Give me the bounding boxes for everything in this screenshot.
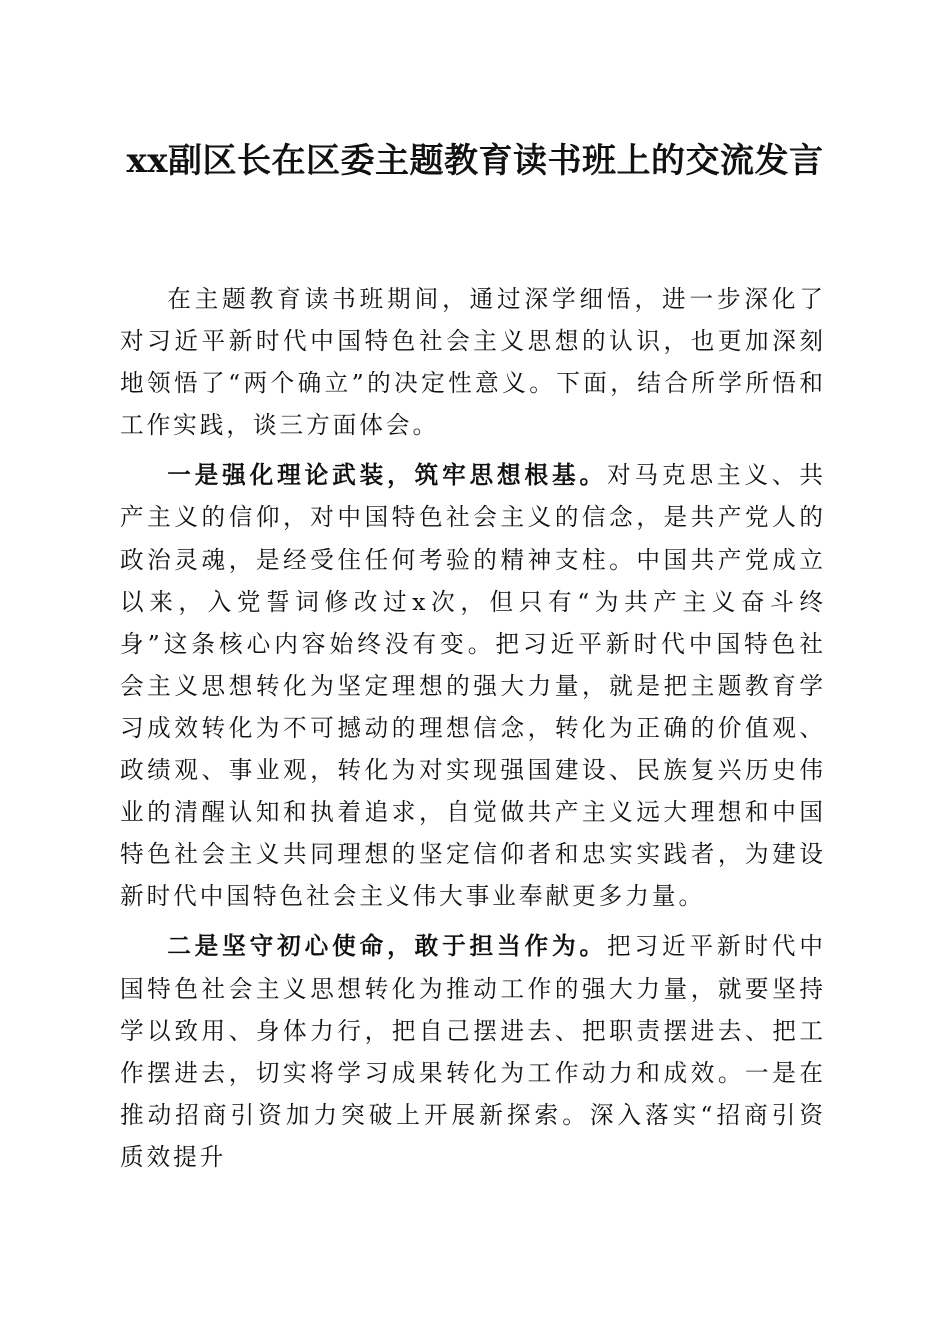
- paragraph-point-two-heading: 二是坚守初心使命，敢于担当作为。: [167, 932, 607, 961]
- paragraph-point-two: [120, 925, 826, 1178]
- paragraph-point-one-text: 对马克思主义、共产主义的信仰，对中国特色社会主义的信念，是共产党人的政治灵魂，是经受住任何考验的精神支柱。中国共产党成立以来，入党誓词修改过x次，但只有“为共产主义奋斗终身”这条核心内容始终没有变。把习近平新时代中国特色社会主义思想转化为坚定理想的强大力量，就是把主题教育学习成效转化为不可撼动的理想信念，转化为正确的价值观、政绩观、事业观，转化为对实现强国建设、民族复兴历史伟业的清醒认知和执着追求，自觉做共产主义远大理想和中国特色社会主义共同理想的坚定信仰者和忠实实践者，为建设新时代中国特色社会主义伟大事业奉献更多力量。: [120, 461, 827, 911]
- document-body: [120, 278, 826, 1186]
- paragraph-intro-text: 在主题教育读书班期间，通过深学细悟，进一步深化了对习近平新时代中国特色社会主义思想的认识，也更加深刻地领悟了“两个确立”的决定性意义。下面，结合所学所悟和工作实践，谈三方面体会。: [120, 285, 826, 440]
- paragraph-intro: [120, 278, 826, 446]
- document-title: xx副区长在区委主题教育读书班上的交流发言: [126, 141, 824, 181]
- paragraph-point-one-heading: 一是强化理论武装，筑牢思想根基。: [167, 461, 607, 490]
- paragraph-point-one: [120, 454, 826, 917]
- paragraph-point-two-text: 把习近平新时代中国特色社会主义思想转化为推动工作的强大力量，就要坚持学以致用、身体力行，把自己摆进去、把职责摆进去、把工作摆进去，切实将学习成果转化为工作动力和成效。一是在推动招商引资加力突破上开展新探索。深入落实“招商引资质效提升: [120, 932, 827, 1171]
